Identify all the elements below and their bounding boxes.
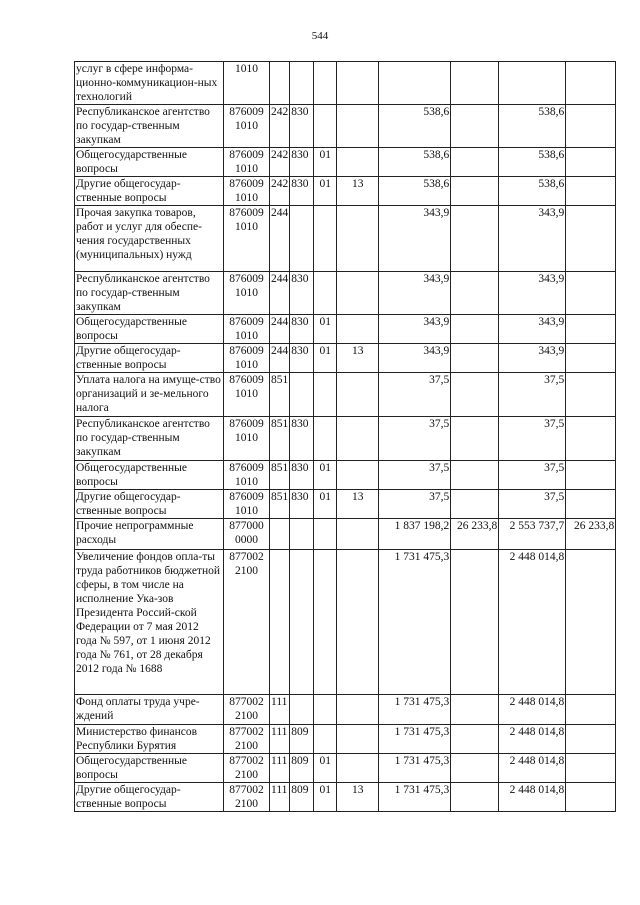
subvention-year2 [566,725,616,754]
amount-year1: 538,6 [379,177,451,206]
section-code: 01 [314,754,337,783]
subvention-year2 [566,550,616,695]
row-name: Другие общегосудар-ственные вопросы [75,344,224,373]
table-body [75,62,616,812]
row-name: Республиканское агентство по государ-ственным закупкам [75,272,224,315]
expense-type-code: 111 [270,695,290,725]
target-article-code: 876009 1010 [224,148,270,177]
section-code [314,373,337,417]
expense-type-code: 111 [270,754,290,783]
subvention-year2 [566,754,616,783]
budget-table [74,61,616,812]
target-article-code: 877002 2100 [224,695,270,725]
row-name: Уплата налога на имуще-ство организаций и зе-мельного налога [75,373,224,417]
amount-year2: 343,9 [499,206,566,272]
admin-code: 830 [290,490,314,519]
amount-year2 [499,62,566,105]
amount-year1: 343,9 [379,315,451,344]
admin-code: 830 [290,344,314,373]
target-article-code: 876009 1010 [224,105,270,148]
table-row [75,272,616,315]
amount-year1: 1 731 475,3 [379,695,451,725]
subvention-year2 [566,783,616,812]
section-code: 01 [314,315,337,344]
amount-year1: 37,5 [379,373,451,417]
table-row [75,373,616,417]
target-article-code: 876009 1010 [224,272,270,315]
target-article-code: 876009 1010 [224,490,270,519]
subvention-year2 [566,105,616,148]
table-row [75,315,616,344]
subsection-code [337,373,379,417]
amount-year2: 2 448 014,8 [499,695,566,725]
admin-code [290,695,314,725]
section-code [314,206,337,272]
amount-year1: 1 837 198,2 [379,519,451,550]
subvention-year2 [566,62,616,105]
section-code [314,550,337,695]
row-name: Другие общегосудар-ственные вопросы [75,177,224,206]
row-name: Прочая закупка товаров, работ и услуг для обеспе-чения государственных (муниципальных) нужд [75,206,224,272]
target-article-code: 876009 1010 [224,417,270,461]
subvention-year1 [451,344,499,373]
subvention-year2 [566,695,616,725]
expense-type-code: 242 [270,177,290,206]
expense-type-code: 111 [270,725,290,754]
admin-code: 830 [290,461,314,490]
page-number: 544 [311,30,329,42]
row-name: Республиканское агентство по государ-ственным закупкам [75,105,224,148]
table-row [75,148,616,177]
subvention-year2 [566,206,616,272]
expense-type-code [270,62,290,105]
amount-year1: 538,6 [379,105,451,148]
subsection-code: 13 [337,177,379,206]
subvention-year2: 26 233,8 [566,519,616,550]
expense-type-code: 851 [270,417,290,461]
section-code: 01 [314,490,337,519]
subsection-code [337,695,379,725]
table-row [75,725,616,754]
target-article-code: 876009 1010 [224,315,270,344]
admin-code [290,62,314,105]
target-article-code: 876009 1010 [224,206,270,272]
amount-year1: 343,9 [379,206,451,272]
amount-year2: 2 448 014,8 [499,783,566,812]
section-code [314,272,337,315]
expense-type-code: 244 [270,206,290,272]
table-row [75,344,616,373]
amount-year2: 2 448 014,8 [499,725,566,754]
admin-code: 830 [290,417,314,461]
amount-year2: 343,9 [499,344,566,373]
admin-code: 830 [290,148,314,177]
row-name: Другие общегосудар-ственные вопросы [75,783,224,812]
section-code [314,695,337,725]
amount-year2: 538,6 [499,177,566,206]
target-article-code: 877002 2100 [224,783,270,812]
subvention-year2 [566,315,616,344]
admin-code [290,550,314,695]
amount-year1: 1 731 475,3 [379,725,451,754]
subsection-code [337,272,379,315]
row-name: Республиканское агентство по государ-ственным закупкам [75,417,224,461]
row-name: Увеличение фондов опла-ты труда работников бюджетной сферы, в том числе на исполнение Ука-зов Президента Россий-ской Федерации от 7 мая 2012 года № 597, от 1 июня 2012 года № 761, от 28 декабря 2012 года № 1688 [75,550,224,695]
table-row [75,105,616,148]
row-name: Общегосударственные вопросы [75,148,224,177]
expense-type-code: 242 [270,105,290,148]
expense-type-code: 111 [270,783,290,812]
subvention-year1 [451,490,499,519]
admin-code: 809 [290,725,314,754]
amount-year1: 343,9 [379,272,451,315]
row-name: Общегосударственные вопросы [75,461,224,490]
section-code [314,519,337,550]
subvention-year1 [451,461,499,490]
amount-year2: 538,6 [499,148,566,177]
section-code: 01 [314,783,337,812]
amount-year2: 37,5 [499,417,566,461]
amount-year2: 538,6 [499,105,566,148]
expense-type-code: 851 [270,373,290,417]
expense-type-code: 244 [270,272,290,315]
amount-year1: 1 731 475,3 [379,550,451,695]
subvention-year1 [451,695,499,725]
amount-year2: 37,5 [499,373,566,417]
subvention-year1 [451,417,499,461]
target-article-code: 877000 0000 [224,519,270,550]
table-row [75,62,616,105]
amount-year1 [379,62,451,105]
target-article-code: 1010 [224,62,270,105]
row-name: Министерство финансов Республики Бурятия [75,725,224,754]
table-row [75,754,616,783]
target-article-code: 876009 1010 [224,373,270,417]
amount-year2: 2 553 737,7 [499,519,566,550]
subvention-year1 [451,783,499,812]
subvention-year2 [566,373,616,417]
target-article-code: 877002 2100 [224,754,270,783]
amount-year2: 343,9 [499,272,566,315]
subvention-year1 [451,550,499,695]
target-article-code: 876009 1010 [224,177,270,206]
subvention-year2 [566,272,616,315]
expense-type-code: 244 [270,344,290,373]
subvention-year2 [566,490,616,519]
target-article-code: 876009 1010 [224,344,270,373]
amount-year1: 1 731 475,3 [379,783,451,812]
subvention-year1 [451,206,499,272]
subsection-code [337,148,379,177]
expense-type-code: 242 [270,148,290,177]
table-row [75,783,616,812]
section-code [314,105,337,148]
row-name: Другие общегосудар-ственные вопросы [75,490,224,519]
subsection-code [337,417,379,461]
row-name: Общегосударственные вопросы [75,754,224,783]
subsection-code [337,206,379,272]
subsection-code [337,315,379,344]
table-row [75,206,616,272]
amount-year2: 343,9 [499,315,566,344]
section-code [314,725,337,754]
admin-code: 830 [290,105,314,148]
section-code [314,62,337,105]
table-row [75,417,616,461]
admin-code: 830 [290,177,314,206]
expense-type-code [270,519,290,550]
amount-year1: 37,5 [379,417,451,461]
section-code [314,417,337,461]
row-name: Общегосударственные вопросы [75,315,224,344]
subsection-code [337,519,379,550]
expense-type-code: 244 [270,315,290,344]
table-row [75,695,616,725]
subvention-year2 [566,344,616,373]
subvention-year2 [566,148,616,177]
target-article-code: 876009 1010 [224,461,270,490]
subvention-year2 [566,177,616,206]
amount-year2: 37,5 [499,461,566,490]
table-row [75,550,616,695]
subsection-code [337,754,379,783]
subvention-year1 [451,148,499,177]
subvention-year1 [451,105,499,148]
subsection-code [337,105,379,148]
section-code: 01 [314,177,337,206]
admin-code [290,373,314,417]
subvention-year1: 26 233,8 [451,519,499,550]
admin-code: 830 [290,272,314,315]
expense-type-code: 851 [270,490,290,519]
subsection-code: 13 [337,490,379,519]
subvention-year1 [451,725,499,754]
table-row [75,519,616,550]
target-article-code: 877002 2100 [224,550,270,695]
subsection-code [337,62,379,105]
expense-type-code: 851 [270,461,290,490]
subsection-code [337,461,379,490]
subvention-year2 [566,461,616,490]
section-code: 01 [314,344,337,373]
admin-code [290,519,314,550]
admin-code [290,206,314,272]
subvention-year1 [451,272,499,315]
amount-year1: 37,5 [379,461,451,490]
amount-year2: 2 448 014,8 [499,754,566,783]
admin-code: 809 [290,783,314,812]
admin-code: 809 [290,754,314,783]
amount-year1: 37,5 [379,490,451,519]
table-row [75,490,616,519]
expense-type-code [270,550,290,695]
target-article-code: 877002 2100 [224,725,270,754]
subvention-year1 [451,62,499,105]
amount-year2: 2 448 014,8 [499,550,566,695]
table-row [75,461,616,490]
amount-year1: 1 731 475,3 [379,754,451,783]
section-code: 01 [314,461,337,490]
subvention-year2 [566,417,616,461]
subsection-code [337,725,379,754]
row-name: Прочие непрограммные расходы [75,519,224,550]
section-code: 01 [314,148,337,177]
subsection-code [337,550,379,695]
subvention-year1 [451,177,499,206]
subvention-year1 [451,315,499,344]
subsection-code: 13 [337,783,379,812]
row-name: услуг в сфере информа-ционно-коммуникацион-ных технологий [75,62,224,105]
row-name: Фонд оплаты труда учре-ждений [75,695,224,725]
amount-year1: 538,6 [379,148,451,177]
amount-year2: 37,5 [499,490,566,519]
subvention-year1 [451,754,499,783]
admin-code: 830 [290,315,314,344]
table-row [75,177,616,206]
amount-year1: 343,9 [379,344,451,373]
subvention-year1 [451,373,499,417]
subsection-code: 13 [337,344,379,373]
